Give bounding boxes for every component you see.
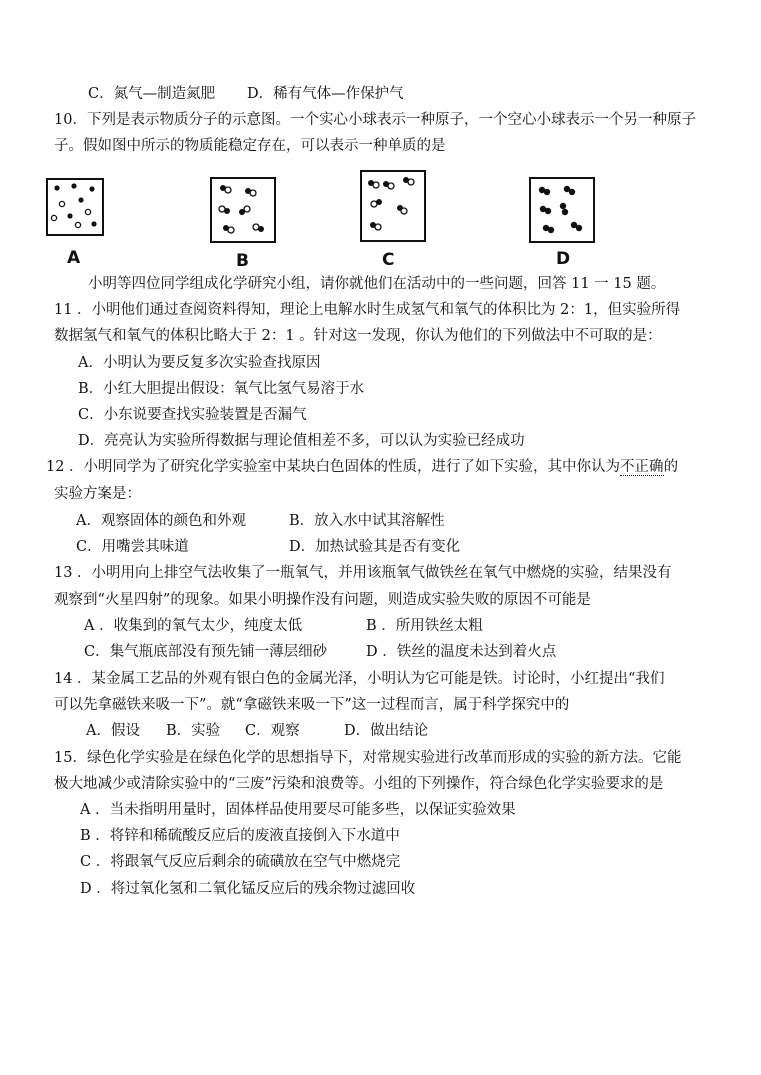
q11-option-d: D．亮亮认为实验所得数据与理论值相差不多，可以认为实验已经成功	[78, 433, 525, 449]
q13-option-c: C．集气瓶底部没有预先铺一薄层细砂	[84, 644, 328, 660]
figure-d-label: D	[556, 249, 571, 269]
q15-option-b: B ．将锌和稀硫酸反应后的废液直接倒入下水道中	[80, 828, 400, 844]
q14-option-c: C．观察	[245, 723, 300, 739]
q12-emphasis: 不正确	[620, 459, 664, 475]
figure-c-label: C	[382, 250, 395, 270]
molecule-figures	[0, 168, 761, 270]
q11-option-b: B．小红大胆提出假设：氧气比氢气易溶于水	[78, 381, 365, 397]
group-intro: 小明等四位同学组成化学研究小组，请你就他们在活动中的一些问题，回答 11 一 15 题。	[88, 276, 666, 292]
q11-stem-line2: 数据氢气和氧气的体积比略大于 2：1 。针对这一发现，你认为他们的下列做法中不可取的是：	[54, 328, 662, 344]
q11-stem-line1: 11 ．小明他们通过查阅资料得知，理论上电解水时生成氢气和氧气的体积比为 2：1，但实验所得	[54, 302, 681, 318]
q9-option-d: D．稀有气体—作保护气	[247, 86, 404, 102]
q12-stem-pre: 12 ．小明同学为了研究化学实验室中某块白色固体的性质，进行了如下实验，其中你认为	[46, 459, 621, 475]
q15-stem-line1: 15．绿色化学实验是在绿色化学的思想指导下，对常规实验进行改革而形成的实验的新方法。它能	[54, 750, 682, 766]
figure-d-molecules	[531, 179, 593, 241]
q14-stem-line2: 可以先拿磁铁来吸一下”。就“拿磁铁来吸一下”这一过程而言，属于科学探究中的	[54, 697, 570, 713]
q11-option-a: A．小明认为要反复多次实验查找原因	[78, 355, 321, 371]
q15-option-c: C ．将跟氧气反应后剩余的硫磺放在空气中燃烧完	[80, 854, 401, 870]
q13-option-a: A ．收集到的氧气太少，纯度太低	[84, 618, 303, 634]
q14-option-b: B．实验	[166, 723, 221, 739]
q11-option-c: C．小东说要查找实验装置是否漏气	[78, 407, 307, 423]
q12-option-d: D．加热试验其是否有变化	[289, 539, 461, 555]
figure-a-label: A	[67, 248, 81, 268]
q13-option-b: B ．所用铁丝太粗	[366, 618, 483, 634]
q10-stem-line1: 10．下列是表示物质分子的示意图。一个实心小球表示一种原子，一个空心小球表示一个另一种原子	[54, 112, 696, 128]
figure-d-box	[529, 177, 595, 243]
q12-stem-line2: 实验方案是：	[54, 486, 141, 502]
q12-option-b: B．放入水中试其溶解性	[289, 513, 445, 529]
q13-option-d: D ．铁丝的温度未达到着火点	[366, 644, 557, 660]
q12-stem-post: 的	[663, 459, 679, 475]
q12-option-c: C．用嘴尝其味道	[76, 539, 189, 555]
q10-stem-line2: 子。假如图中所示的物质能稳定存在，可以表示一种单质的是	[54, 138, 446, 154]
figure-c-box	[360, 170, 426, 242]
q13-stem-line1: 13 ．小明用向上排空气法收集了一瓶氧气，并用该瓶氧气做铁丝在氧气中燃烧的实验，结果没有	[54, 565, 672, 581]
figure-b-box	[210, 177, 276, 243]
q15-option-d: D ．将过氧化氢和二氧化锰反应后的残余物过滤回收	[80, 881, 416, 897]
figure-a-box	[46, 178, 104, 236]
q14-option-d: D．做出结论	[344, 723, 429, 739]
q14-stem-line1: 14 ．某金属工艺品的外观有银白色的金属光泽，小明认为它可能是铁。讨论时，小红提出“我们	[54, 671, 665, 687]
q9-option-c: C．氮气—制造氮肥	[88, 86, 216, 102]
q12-option-a: A．观察固体的颜色和外观	[76, 513, 246, 529]
figure-c-molecules	[362, 172, 424, 240]
figure-a-molecules	[48, 180, 102, 234]
q12-stem-line1	[46, 458, 678, 476]
figure-b-label: B	[236, 251, 249, 271]
figure-b-molecules	[212, 179, 274, 241]
q15-stem-line2: 极大地减少或清除实验中的“三废”污染和浪费等。小组的下列操作，符合绿色化学实验要求的是	[54, 776, 664, 792]
q14-option-a: A．假设	[86, 723, 140, 739]
q15-option-a: A ．当未指明用量时，固体样品使用要尽可能多些，以保证实验效果	[80, 802, 516, 818]
q13-stem-line2: 观察到“火星四射”的现象。如果小明操作没有问题，则造成实验失败的原因不可能是	[54, 592, 591, 608]
